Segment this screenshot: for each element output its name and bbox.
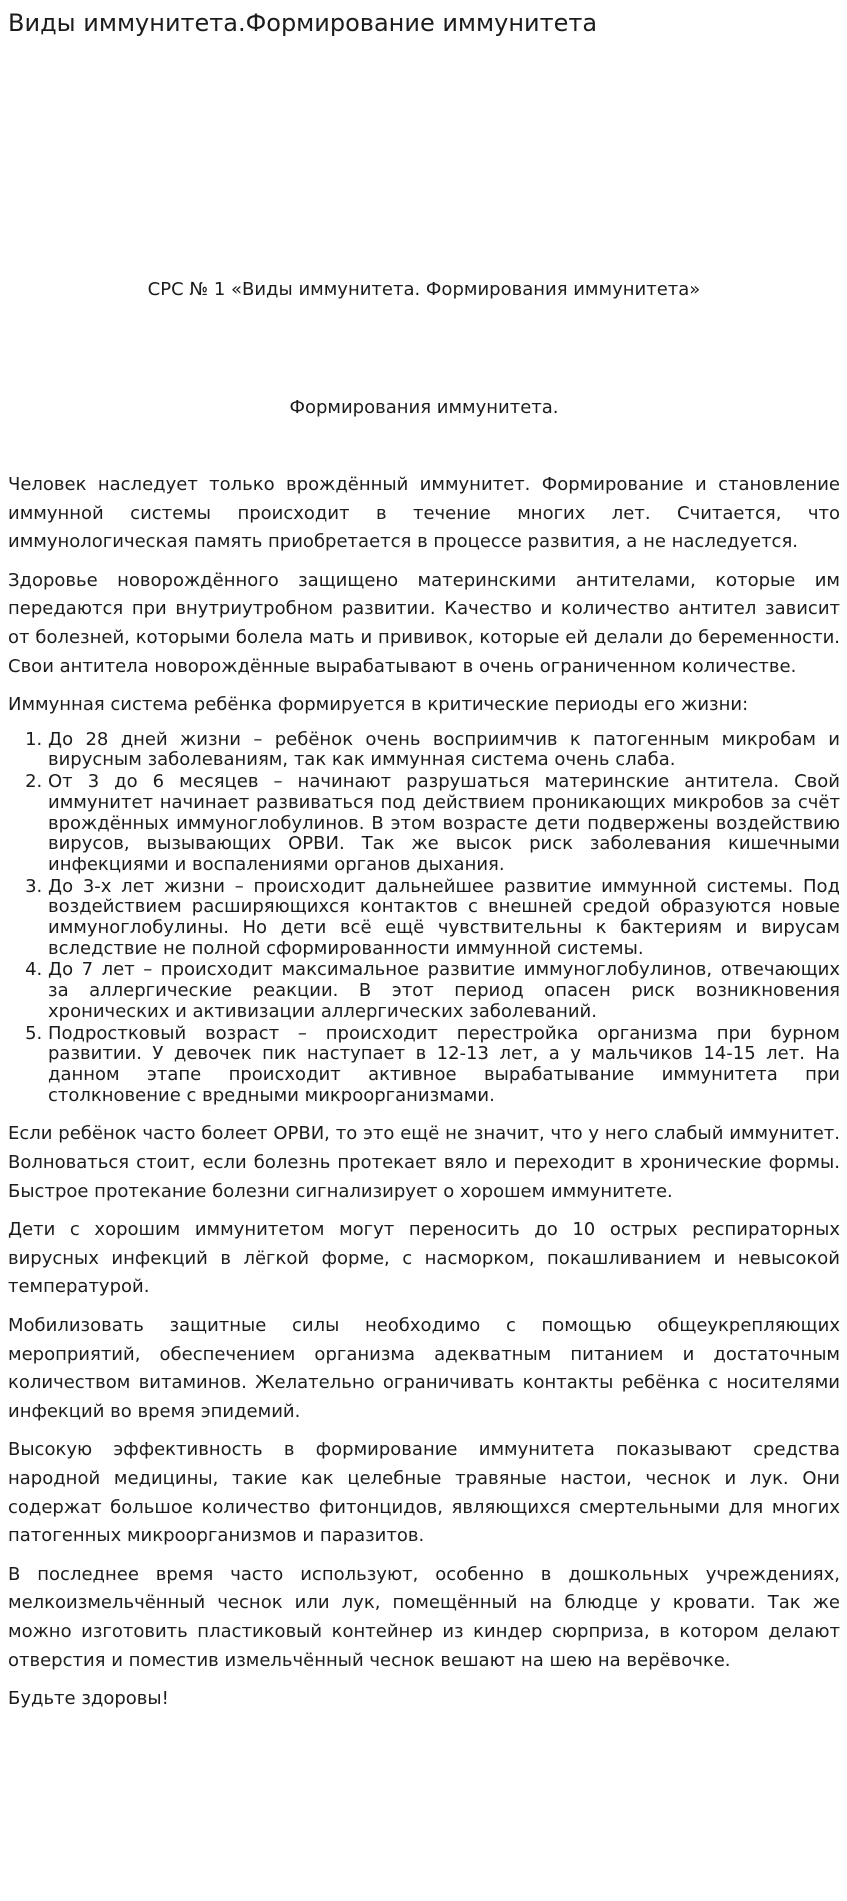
list-item: 4. До 7 лет – происходит максимальное развитие иммуноглобулинов, отвечающих за аллергические реакции. В этот период опасен риск возникновения хронических и активизации аллергических заболеваний. bbox=[48, 960, 840, 1022]
paragraph-orvi: Если ребёнок часто болеет ОРВИ, то это ещё не значит, что у него слабый иммунитет. Волноваться стоит, если болезнь протекает вяло и переходит в хронические формы. Быстрое протекание болезни сигнализирует о хорошем иммунитете. bbox=[8, 1123, 840, 1202]
list-item: 3. До 3-х лет жизни – происходит дальнейшее развитие иммунной системы. Под воздействием расширяющихся контактов с внешней средой образуются новые иммуноглобулины. Но дети всё ещё чувствительны к бактериям и вирусам вследствие не полной сформированности иммунной системы. bbox=[48, 877, 840, 960]
paragraph-mobilize: Мобилизовать защитные силы необходимо с помощью общеукрепляющих мероприятий, обеспечением организма адекватным питанием и достаточным количеством витаминов. Желательно ограничивать контакты ребёнка с носителями инфекций во время эпидемий. bbox=[8, 1314, 840, 1422]
paragraph-critical-periods-intro: Иммунная система ребёнка формируется в критические периоды его жизни: bbox=[8, 694, 749, 716]
paragraph-newborn-antibodies: Здоровье новорождённого защищено материнскими антителами, которые им передаются при внутриутробном развитии. Качество и количество антител зависит от болезней, которыми болела мать и прививок, которые ей делали до беременности. Свои антитела новорождённые вырабатывают в очень ограниченном количестве. bbox=[8, 569, 840, 677]
list-item: 1. До 28 дней жизни – ребёнок очень восприимчив к патогенным микробам и вирусным заболеваниям, так как иммунная система очень слаба. bbox=[48, 730, 840, 771]
critical-periods-list bbox=[8, 730, 840, 1107]
paragraph-folk-medicine: Высокую эффективность в формирование иммунитета показывают средства народной медицины, такие как целебные травяные настои, чеснок и лук. Они содержат большое количество фитонцидов, являющихся смертельными для многих патогенных микроорганизмов и паразитов. bbox=[8, 1439, 840, 1547]
list-item: 2. От 3 до 6 месяцев – начинают разрушаться материнские антитела. Свой иммунитет начинает развиваться под действием проникающих микробов за счёт врождённых иммуноглобулинов. В этом возрасте дети подвержены воздействию вирусов, вызывающих ОРВИ. Так же высок риск заболевания кишечными инфекциями и воспалениями органов дыхания. bbox=[48, 772, 840, 876]
section-heading: Формирования иммунитета. bbox=[289, 397, 559, 418]
article-body bbox=[8, 471, 840, 1724]
srs-heading: СРС № 1 «Виды иммунитета. Формирования иммунитета» bbox=[147, 279, 701, 300]
paragraph-good-immunity: Дети с хорошим иммунитетом могут переносить до 10 острых респираторных вирусных инфекций в лёгкой форме, с насморком, покашливанием и невысокой температурой. bbox=[8, 1219, 840, 1298]
paragraph-garlic: В последнее время часто используют, особенно в дошкольных учреждениях, мелкоизмельчённый чеснок или лук, помещённый на блюдце у кровати. Так же можно изготовить пластиковый контейнер из киндер сюрприза, в котором делают отверстия и поместив измельчённый чеснок вешают на шею на верёвочке. bbox=[8, 1563, 840, 1671]
list-item: 5. Подростковый возраст – происходит перестройка организма при бурном развитии. У девочек пик наступает в 12-13 лет, а у мальчиков 14-15 лет. На данном этапе происходит активное вырабатывание иммунитета при столкновение с вредными микроорганизмами. bbox=[48, 1024, 840, 1107]
paragraph-inheritance: Человек наследует только врождённый иммунитет. Формирование и становление иммунной системы происходит в течение многих лет. Считается, что иммунологическая память приобретается в процессе развития, а не наследуется. bbox=[8, 474, 840, 553]
page-title: Виды иммунитета.Формирование иммунитета bbox=[8, 9, 598, 37]
closing-line: Будьте здоровы! bbox=[8, 1688, 169, 1710]
